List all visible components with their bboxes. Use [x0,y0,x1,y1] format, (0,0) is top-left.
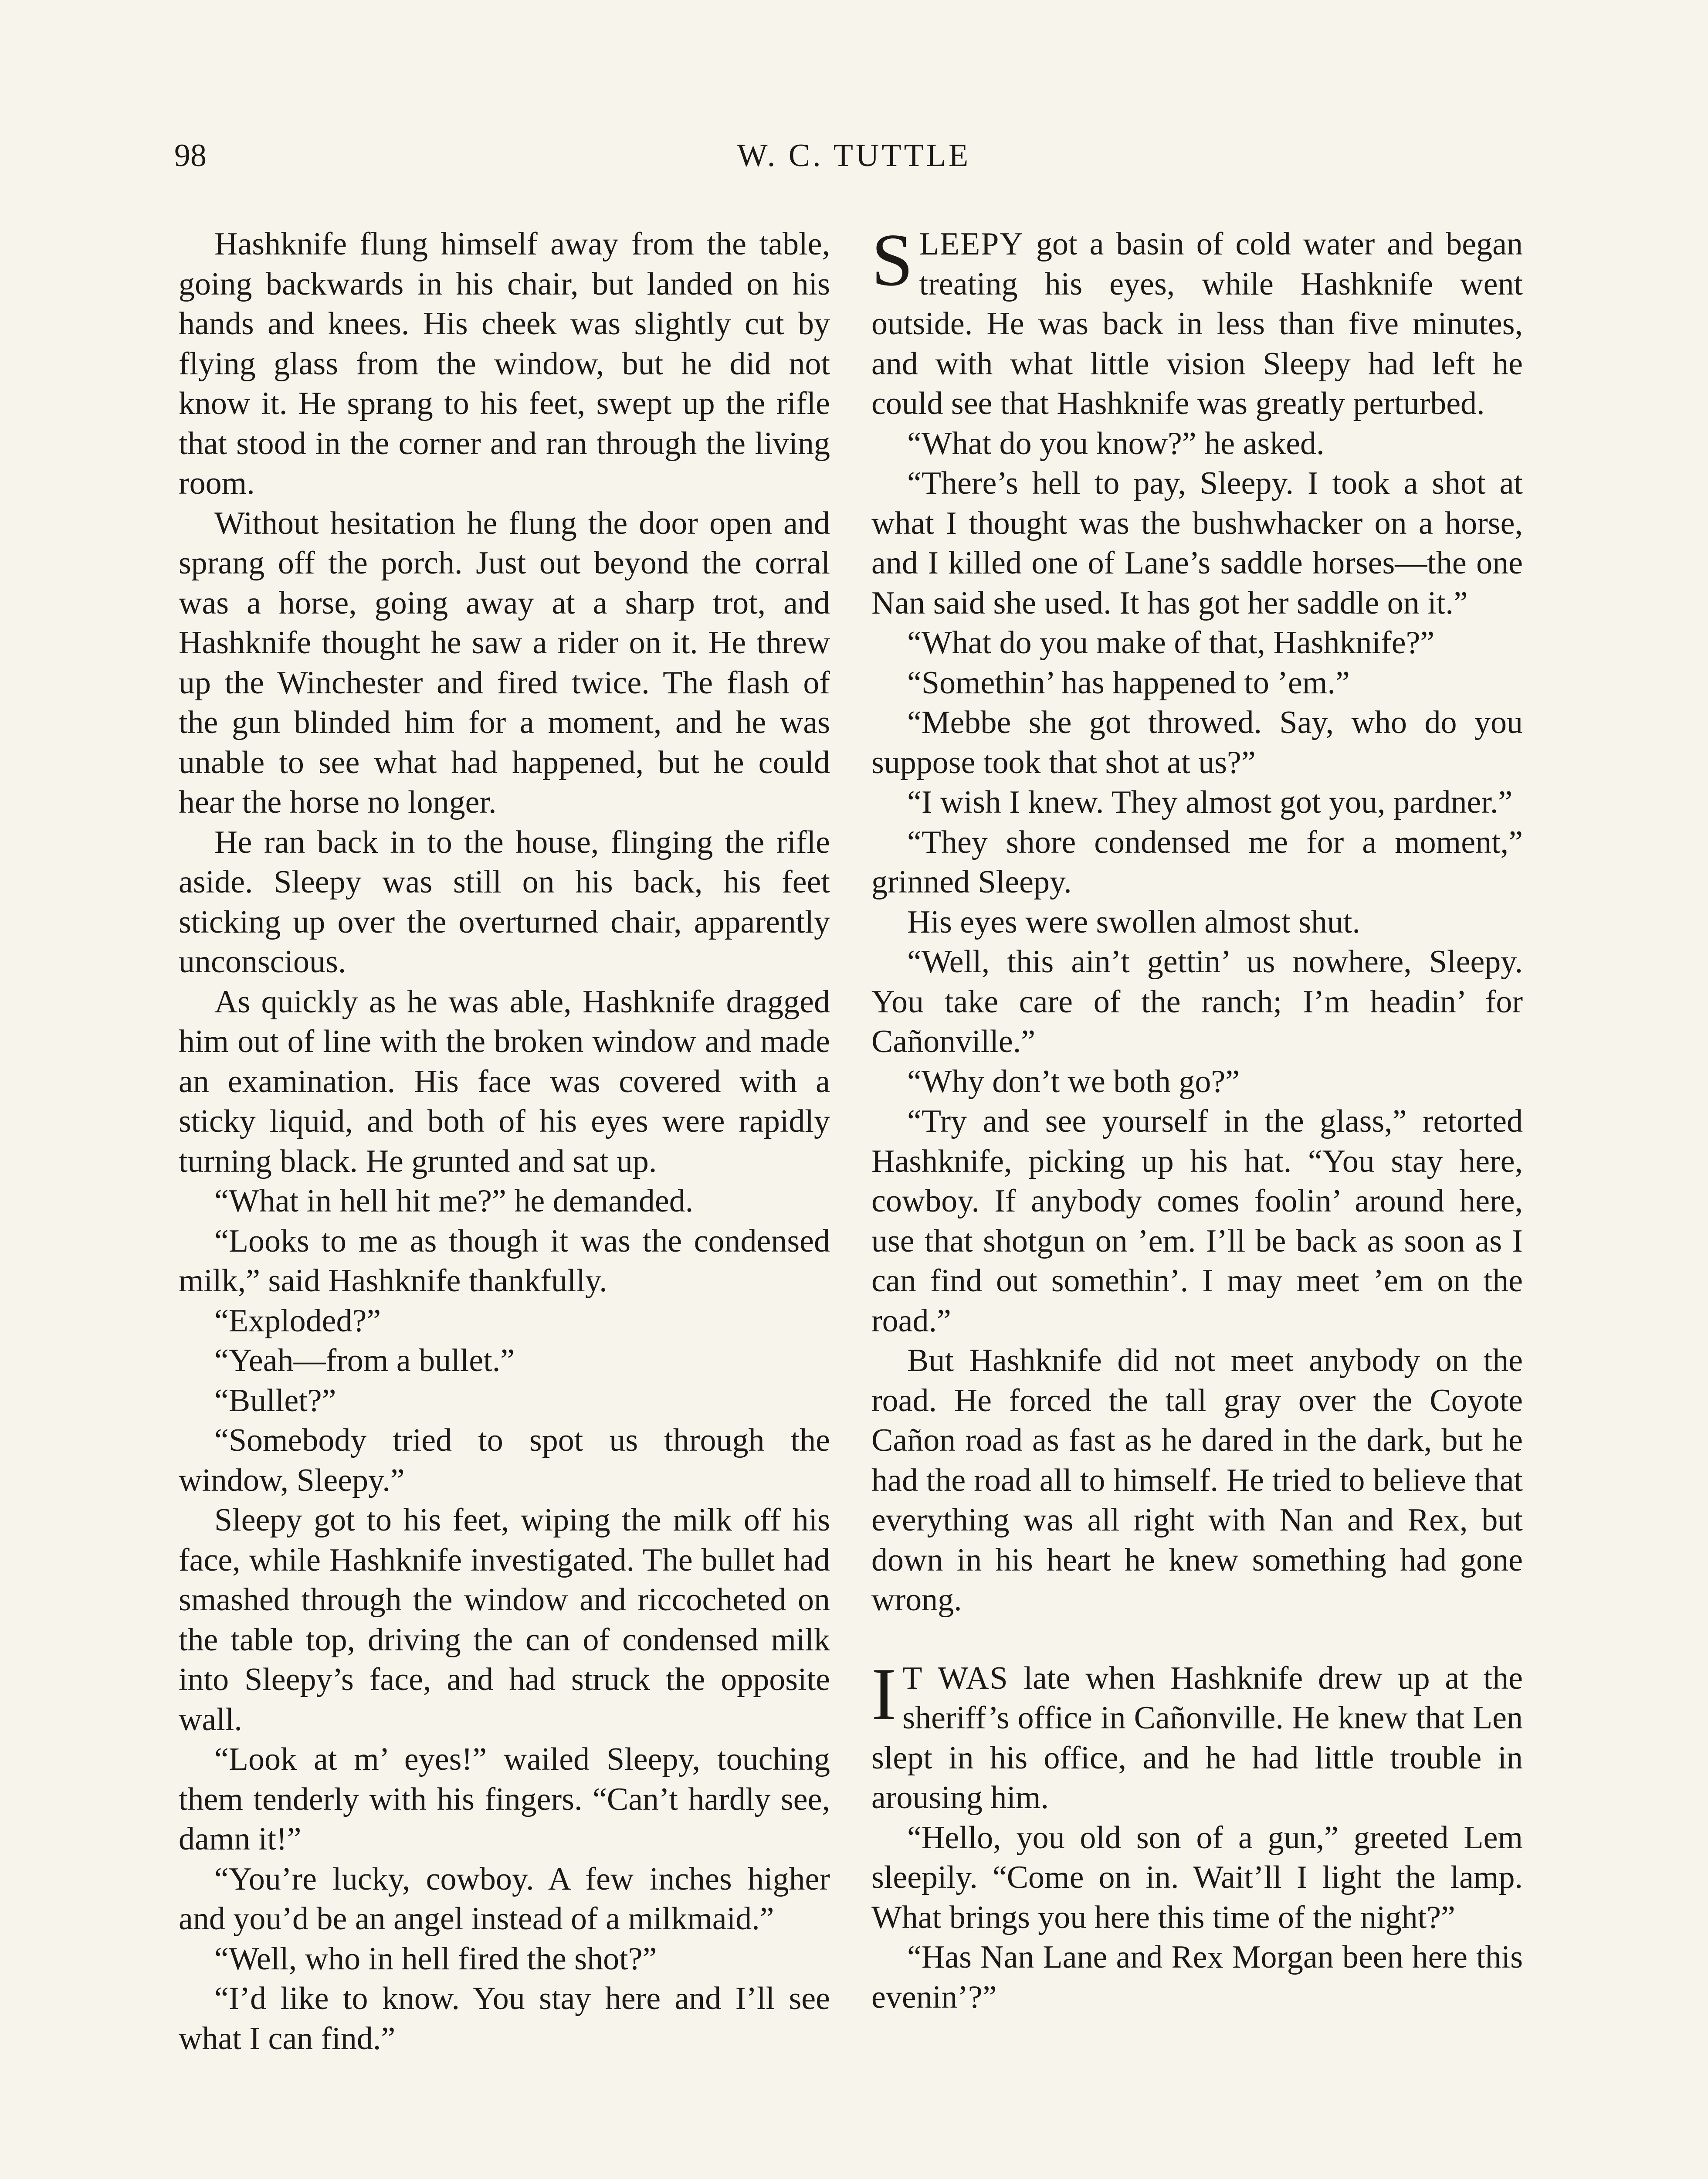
left-paragraph: “Somebody tried to spot us through the window, Sleepy.” [179,1422,830,1498]
drop-cap: I [871,1653,897,1736]
left-paragraph: “I’d like to know. You stay here and I’ll see what I can find.” [179,1981,830,2057]
lead-text: late when Hashknife drew up at the sheriff’s office in Cañonville. He knew that Len slept in his office, and he had little trouble in arousing him. [871,1660,1523,1816]
right-paragraph: “Why don’t we both go?” [907,1063,1240,1100]
left-paragraph: Without hesitation he flung the door open and sprang off the porch. Just out beyond the corral was a horse, going away at a sharp trot, and Hashknife thought he saw a rider on it. He threw up the Winchester and fired twice. The flash of the gun blinded him for a moment, and he was unable to see what had happened, but he could hear the horse no longer. [179,505,830,820]
section-opening-paragraph [871,1653,1523,1818]
right-paragraph: His eyes were swollen almost shut. [907,904,1360,940]
drop-cap: S [871,219,913,302]
lead-small-caps: T WAS [902,1660,1009,1696]
right-paragraph: “Mebbe she got throwed. Say, who do you suppose took that shot at us?” [871,705,1523,781]
section-opening-paragraph [871,219,1523,424]
right-paragraph: “Hello, you old son of a gun,” greeted Lem sleepily. “Come on in. Wait’ll I light the lamp. What brings you here this time of the night?” [871,1819,1523,1935]
running-head-author: W. C. TUTTLE [737,138,971,173]
right-paragraph: “What do you know?” he asked. [907,425,1325,462]
right-column [871,219,1523,2017]
left-paragraph: “You’re lucky, cowboy. A few inches higher and you’d be an angel instead of a milkmaid.” [179,1861,830,1937]
left-paragraph: He ran back in to the house, flinging the rifle aside. Sleepy was still on his back, his feet sticking up over the overturned chair, apparently unconscious. [179,824,830,980]
right-paragraph: “Has Nan Lane and Rex Morgan been here this evenin’?” [871,1939,1523,2015]
left-paragraph: Sleepy got to his feet, wiping the milk off his face, while Hashknife investigated. The bullet had smashed through the window and riccocheted on the table top, driving the can of condensed milk into Sleepy’s face, and had struck the opposite wall. [179,1502,830,1738]
left-column [179,224,830,2059]
right-paragraph: But Hashknife did not meet anybody on the road. He forced the tall gray over the Coyote Cañon road as fast as he dared in the dark, but he had the road all to himself. He tried to believe that everything was all right with Nan and Rex, but down in his heart he knew something had gone wrong. [871,1343,1523,1618]
lead-text: got a basin of cold water and began treating his eyes, while Hashknife went outside. He was back in less than five minutes, and with what little vision Sleepy had left he could see that Hashknife was greatly perturbed. [871,226,1523,421]
left-paragraph: “Exploded?” [214,1303,381,1339]
right-paragraph: “What do you make of that, Hashknife?” [907,625,1435,661]
right-paragraph: “Well, this ain’t gettin’ us nowhere, Sleepy. You take care of the ranch; I’m headin’ for Cañonville.” [871,944,1523,1059]
left-paragraph: As quickly as he was able, Hashknife dragged him out of line with the broken window and made an examination. His face was covered with a sticky liquid, and both of his eyes were rapidly turning black. He grunted and sat up. [179,984,830,1179]
left-paragraph: “Yeah—from a bullet.” [214,1343,515,1378]
right-paragraph: “Try and see yourself in the glass,” retorted Hashknife, picking up his hat. “You stay here, cowboy. If anybody comes foolin’ around here, use that shotgun on ’em. I’ll be back as soon as I can find out somethin’. I may meet ’em on the road.” [871,1103,1523,1339]
left-paragraph: “What in hell hit me?” he demanded. [214,1183,694,1219]
lead-small-caps: LEEPY [919,226,1024,262]
left-paragraph: “Look at m’ eyes!” wailed Sleepy, touching them tenderly with his fingers. “Can’t hardly see, damn it!” [179,1741,830,1857]
left-paragraph: “Bullet?” [214,1382,336,1419]
left-paragraph: “Well, who in hell fired the shot?” [214,1941,657,1977]
left-paragraph: “Looks to me as though it was the condensed milk,” said Hashknife thankfully. [179,1223,830,1299]
right-paragraph: “They shore condensed me for a moment,” grinned Sleepy. [871,824,1523,900]
page-number: 98 [174,138,207,173]
left-paragraph: Hashknife flung himself away from the table, going backwards in his chair, but landed on his hands and knees. His cheek was slightly cut by flying glass from the window, but he did not know it. He sprang to his feet, swept up the rifle that stood in the corner and ran through the living room. [179,226,830,501]
right-paragraph: “I wish I knew. They almost got you, pardner.” [907,784,1513,820]
right-paragraph: “There’s hell to pay, Sleepy. I took a shot at what I thought was the bushwhacker on a horse, and I killed one of Lane’s saddle horses—the one Nan said she used. It has got her saddle on it.” [871,465,1523,621]
right-paragraph: “Somethin’ has happened to ’em.” [907,665,1350,701]
